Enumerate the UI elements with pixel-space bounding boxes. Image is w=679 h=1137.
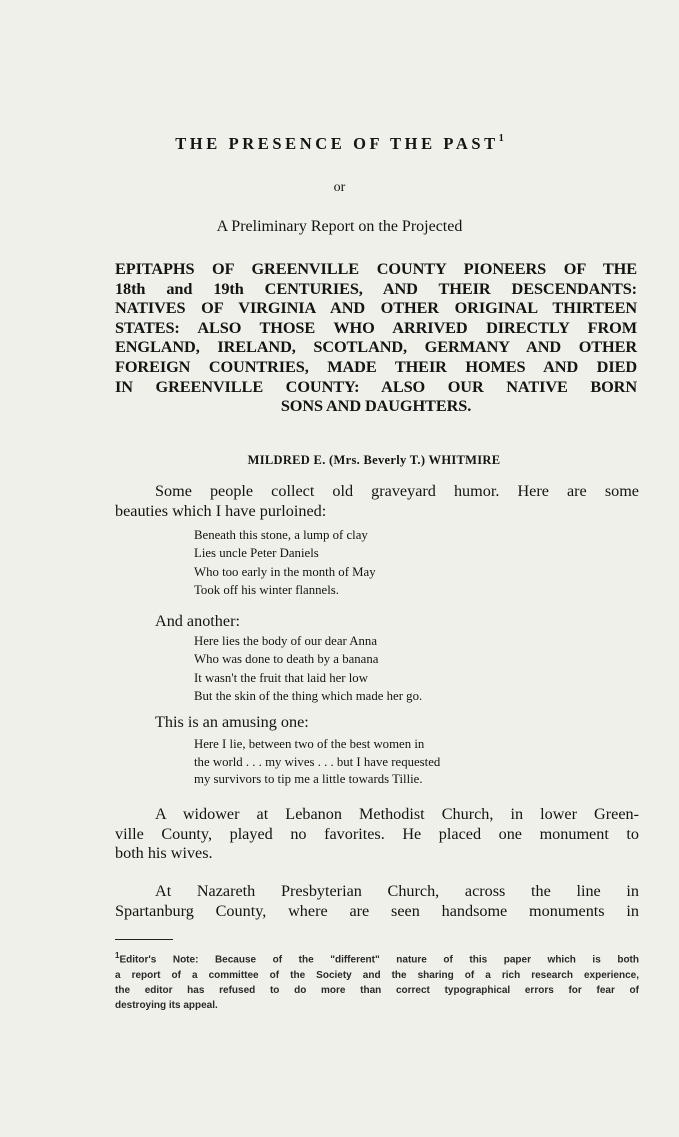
footnote-line: destroying its appeal. — [115, 1000, 218, 1012]
paragraph-line: beauties which I have purloined: — [115, 501, 327, 520]
poem-line: my survivors to tip me a little towards Tillie. — [194, 772, 423, 786]
heading-line: IN GREENVILLE COUNTY: ALSO OUR NATIVE BORN — [115, 376, 637, 396]
footnote-marker: 1 — [498, 132, 504, 144]
footnote-line — [115, 948, 639, 968]
paragraph-line: both his wives. — [115, 844, 213, 862]
epitaph-heading — [115, 259, 637, 416]
poem-line: Lies uncle Peter Daniels — [194, 546, 319, 561]
paragraph-intro — [115, 482, 639, 521]
footnote-number: 1 — [115, 951, 120, 960]
heading-line: STATES: ALSO THOSE WHO ARRIVED DIRECTLY FROM — [115, 317, 637, 337]
poem-line: Here lies the body of our dear Anna — [194, 634, 378, 648]
paragraph-nazareth — [115, 882, 639, 921]
subtitle: A Preliminary Report on the Projected — [216, 218, 463, 235]
or-line: or — [333, 180, 346, 195]
epitaph-poem-1 — [194, 526, 376, 599]
heading-line: SONS AND DAUGHTERS. — [280, 396, 472, 416]
footnote-divider — [115, 939, 173, 940]
intro-another: And another: — [155, 612, 240, 630]
poem-line: But the skin of the thing which made her go. — [194, 688, 423, 703]
heading-line: FOREIGN COUNTRIES, MADE THEIR HOMES AND DIED — [115, 356, 637, 376]
title-text: THE PRESENCE OF THE PAST — [175, 134, 499, 153]
paragraph-line: At Nazareth Presbyterian Church, across the line in — [155, 882, 639, 900]
heading-line: 18th and 19th CENTURIES, AND THEIR DESCENDANTS: — [115, 278, 637, 298]
intro-amusing: This is an amusing one: — [155, 713, 309, 731]
heading-line: ENGLAND, IRELAND, SCOTLAND, GERMANY AND OTHER — [115, 337, 637, 357]
paragraph-line: Spartanburg County, where are seen handsome monuments in — [115, 901, 639, 920]
poem-line: Took off his winter flannels. — [194, 582, 339, 597]
poem-line: Beneath this stone, a lump of clay — [194, 528, 368, 542]
poem-line: the world . . . my wives . . . but I have requested — [194, 754, 441, 769]
author-byline: MILDRED E. (Mrs. Beverly T.) WHITMIRE — [247, 453, 501, 467]
poem-line: It wasn't the fruit that laid her low — [194, 670, 368, 685]
epitaph-poem-2 — [194, 632, 422, 705]
paragraph-line: Some people collect old graveyard humor. Here are some — [155, 482, 639, 500]
paragraph-widower — [115, 805, 639, 864]
footnote-text: Editor's Note: Because of the "different" nature of this paper which is both — [119, 954, 639, 966]
poem-line: Who too early in the month of May — [194, 564, 376, 579]
heading-line: EPITAPHS OF GREENVILLE COUNTY PIONEERS OF THE — [115, 259, 637, 278]
footnote-line: the editor has refused to do more than correct typographical errors for fear of — [115, 984, 639, 996]
footnote — [115, 948, 639, 1014]
heading-line: NATIVES OF VIRGINIA AND OTHER ORIGINAL THIRTEEN — [115, 298, 637, 318]
epitaph-poem-3 — [194, 736, 440, 789]
paragraph-line: A widower at Lebanon Methodist Church, in lower Green- — [155, 805, 639, 823]
poem-line: Here I lie, between two of the best women in — [194, 737, 425, 751]
page-title — [0, 134, 679, 154]
poem-line: Who was done to death by a banana — [194, 652, 379, 667]
footnote-line: a report of a committee of the Society and the sharing of a rich research experience, — [115, 969, 639, 981]
paragraph-line: ville County, played no favorites. He placed one monument to — [115, 824, 639, 843]
